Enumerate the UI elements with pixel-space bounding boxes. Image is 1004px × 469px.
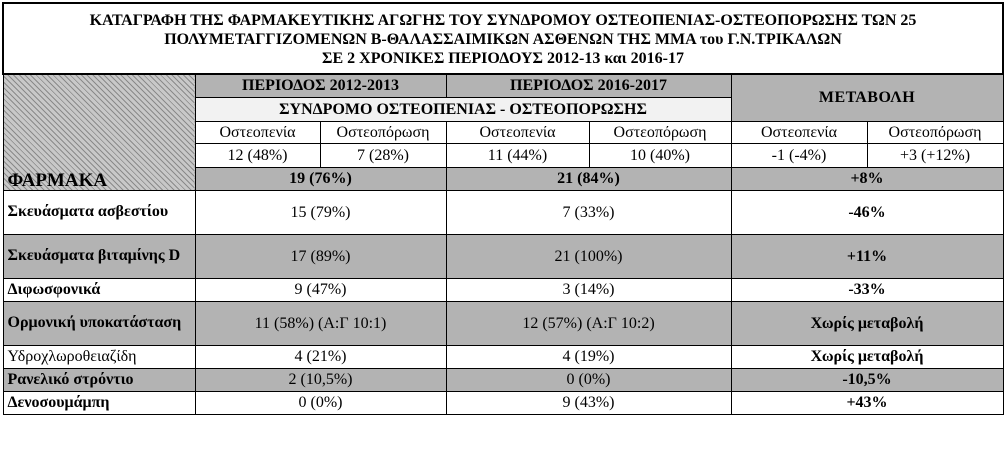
- farmaka-label: ΦΑΡΜΑΚΑ: [7, 169, 108, 190]
- farmaka-total-change: +8%: [731, 167, 1003, 190]
- subhead-osteoporosis-p2: Οστεοπόρωση: [589, 121, 731, 143]
- drug-value-p1: 11 (58%) (Α:Γ 10:1): [195, 301, 446, 345]
- drug-change: Χωρίς μεταβολή: [731, 301, 1003, 345]
- drug-change: +11%: [731, 234, 1003, 278]
- table-row: [3, 278, 1003, 301]
- drug-name: Ορμονική υποκατάσταση: [3, 301, 195, 345]
- table-row: [3, 301, 1003, 345]
- drug-value-p2: 7 (33%): [446, 190, 731, 234]
- drug-value-p2: 12 (57%) (Α:Γ 10:2): [446, 301, 731, 345]
- title-line-2: ΠΟΛΥΜΕΤΑΓΓΙΖΟΜΕΝΩΝ Β-ΘΑΛΑΣΣΑΙΜΙΚΩΝ ΑΣΘΕΝΩΝ ΤΗΣ ΜΜΑ του Γ.Ν.ΤΡΙΚΑΛΩΝ: [164, 30, 842, 48]
- count-osteopenia-p2: 11 (44%): [446, 143, 589, 167]
- drug-name: Ρανελικό στρόντιο: [3, 368, 195, 391]
- syndrome-header: ΣΥΝΔΡΟΜΟ ΟΣΤΕΟΠΕΝΙΑΣ - ΟΣΤΕΟΠΟΡΩΣΗΣ: [195, 97, 731, 121]
- drug-name: Υδροχλωροθειαζίδη: [3, 345, 195, 368]
- title-line-1: ΚΑΤΑΓΡΑΦΗ ΤΗΣ ΦΑΡΜΑΚΕΥΤΙΚΗΣ ΑΓΩΓΗΣ ΤΟΥ ΣΥΝΔΡΟΜΟΥ ΟΣΤΕΟΠΕΝΙΑΣ-ΟΣΤΕΟΠΟΡΩΣΗΣ ΤΩΝ 25: [89, 11, 917, 29]
- drug-change: +43%: [731, 391, 1003, 414]
- drug-value-p2: 4 (19%): [446, 345, 731, 368]
- period-2012-header: ΠΕΡΙΟΔΟΣ 2012-2013: [195, 74, 446, 97]
- drug-value-p1: 2 (10,5%): [195, 368, 446, 391]
- drug-change: Χωρίς μεταβολή: [731, 345, 1003, 368]
- drug-value-p2: 9 (43%): [446, 391, 731, 414]
- count-osteoporosis-p1: 7 (28%): [320, 143, 446, 167]
- subhead-osteopenia-change: Οστεοπενία: [731, 121, 867, 143]
- drug-change: -33%: [731, 278, 1003, 301]
- count-osteopenia-change: -1 (-4%): [731, 143, 867, 167]
- drug-value-p1: 4 (21%): [195, 345, 446, 368]
- change-header: ΜΕΤΑΒΟΛΗ: [731, 74, 1003, 121]
- drug-name: Σκευάσματα ασβεστίου: [3, 190, 195, 234]
- medication-table: [2, 2, 1004, 415]
- table-row: [3, 190, 1003, 234]
- drug-value-p2: 3 (14%): [446, 278, 731, 301]
- subhead-osteoporosis-p1: Οστεοπόρωση: [320, 121, 446, 143]
- count-osteopenia-p1: 12 (48%): [195, 143, 320, 167]
- drug-value-p2: 21 (100%): [446, 234, 731, 278]
- drug-value-p1: 17 (89%): [195, 234, 446, 278]
- count-osteoporosis-change: +3 (+12%): [867, 143, 1003, 167]
- table-row: [3, 234, 1003, 278]
- drug-value-p1: 15 (79%): [195, 190, 446, 234]
- drug-value-p1: 0 (0%): [195, 391, 446, 414]
- title-line-3: ΣΕ 2 ΧΡΟΝΙΚΕΣ ΠΕΡΙΟΔΟΥΣ 2012-13 και 2016-17: [322, 49, 684, 67]
- drug-value-p2: 0 (0%): [446, 368, 731, 391]
- drug-value-p1: 9 (47%): [195, 278, 446, 301]
- table-title: [3, 3, 1003, 74]
- subhead-osteopenia-p2: Οστεοπενία: [446, 121, 589, 143]
- table-row: [3, 391, 1003, 414]
- drug-name: Διφωσφονικά: [3, 278, 195, 301]
- drug-change: -10,5%: [731, 368, 1003, 391]
- drug-name: Σκευάσματα βιταμίνης D: [3, 234, 195, 278]
- table-row: [3, 368, 1003, 391]
- drug-name: Δενοσουμάμπη: [3, 391, 195, 414]
- table-container: [2, 2, 1002, 415]
- period-2016-header: ΠΕΡΙΟΔΟΣ 2016-2017: [446, 74, 731, 97]
- farmaka-header-cell: [3, 74, 195, 190]
- subhead-osteopenia-p1: Οστεοπενία: [195, 121, 320, 143]
- count-osteoporosis-p2: 10 (40%): [589, 143, 731, 167]
- farmaka-total-p2: 21 (84%): [446, 167, 731, 190]
- drug-change: -46%: [731, 190, 1003, 234]
- farmaka-total-p1: 19 (76%): [195, 167, 446, 190]
- table-row: [3, 345, 1003, 368]
- subhead-osteoporosis-change: Οστεοπόρωση: [867, 121, 1003, 143]
